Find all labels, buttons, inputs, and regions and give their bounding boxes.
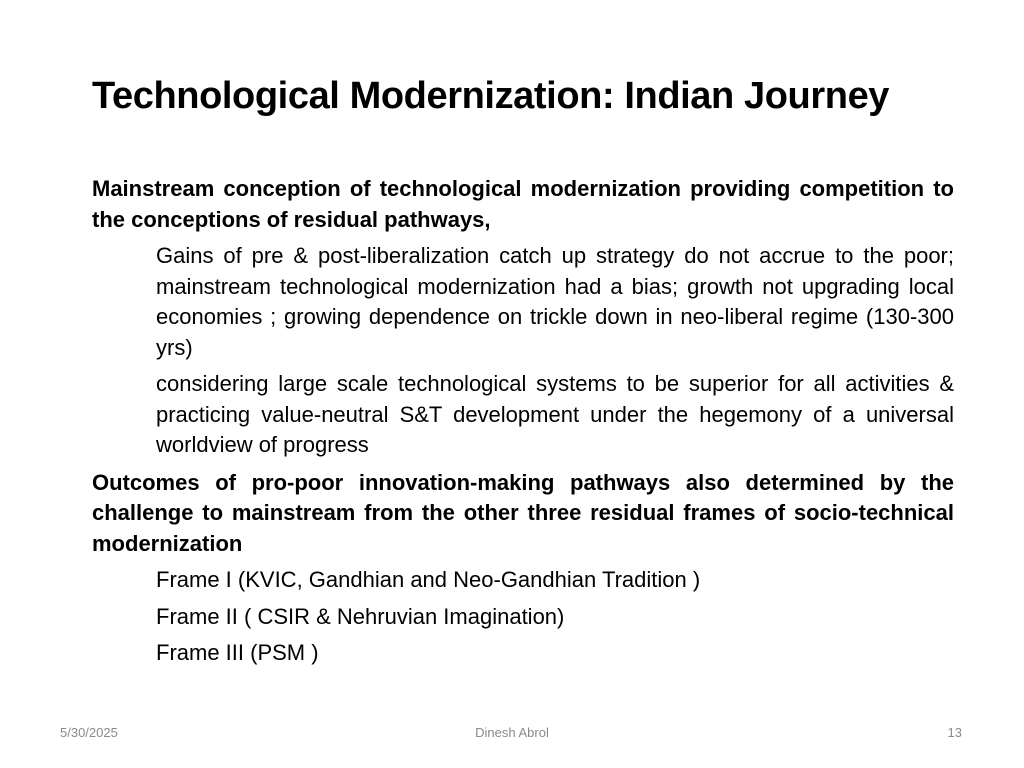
- bullet-level-2-considering: considering large scale technological systems to be superior for all activities & practicing value-neutral S&T development under the hegemony of a universal worldview of progress: [156, 371, 954, 457]
- footer-page-number: 13: [947, 725, 962, 740]
- footer-date: 5/30/2025: [60, 725, 118, 740]
- bullet-level-2-frame-2: Frame II ( CSIR & Nehruvian Imagination): [156, 603, 565, 629]
- slide-title: Technological Modernization: Indian Journey: [92, 75, 890, 117]
- bullet-level-2-gains: Gains of pre & post-liberalization catch up strategy do not accrue to the poor; mainstream technological modernization had a bias; growth not upgrading local economies ; growing dependence on trickle down in neo-liberal regime (130-300 yrs): [156, 243, 954, 360]
- slide-body: [92, 174, 954, 675]
- bullet-level-1-mainstream: Mainstream conception of technological modernization providing competition to the conceptions of residual pathways,: [92, 176, 954, 232]
- bullet-level-1-outcomes: Outcomes of pro-poor innovation-making pathways also determined by the challenge to mainstream from the other three residual frames of socio-technical modernization: [92, 469, 954, 556]
- footer-author: Dinesh Abrol: [475, 725, 549, 740]
- bullet-level-2-frame-1: Frame I (KVIC, Gandhian and Neo-Gandhian Tradition ): [156, 567, 701, 592]
- bullet-level-2-frame-3: Frame III (PSM ): [156, 640, 319, 665]
